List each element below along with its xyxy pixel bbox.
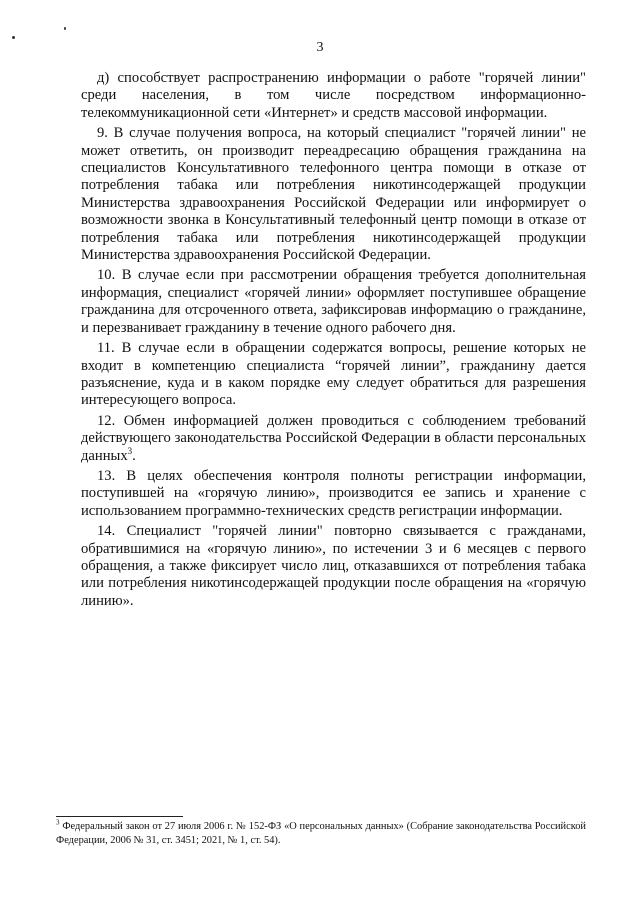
- paragraph-9: 9. В случае получения вопроса, на который специалист "горячей линии" не может ответить, он производит переадресацию обращения гражданина на специалистов Консультативного телефонного центра помощи в отказе от потребления табака или потребления никотинсодержащей продукции Министерства здравоохранения Российской Федерации или информирует о возможности звонка в Консультативный телефонный центр помощи в отказе от потребления табака или потребления никотинсодержащей продукции Министерства здравоохранения Российской Федерации.: [81, 125, 586, 264]
- paragraph-11: 11. В случае если в обращении содержатся вопросы, решение которых не входит в компетенцию специалиста “горячей линии”, гражданину дается разъяснение, куда и в каком порядке ему следует обратиться для разрешения интересующего вопроса.: [81, 340, 586, 409]
- paragraph-d: д) способствует распространению информации о работе "горячей линии" среди населения, в том числе посредством информационно-телекоммуникационной сети «Интернет» и средств массовой информации.: [81, 70, 586, 121]
- scan-speck: [64, 27, 66, 30]
- footnote-text: Федеральный закон от 27 июля 2006 г. № 152-ФЗ «О персональных данных» (Собрание законодательства Российской Федерации, 2006 № 31, ст. 3451; 2021, № 1, ст. 54).: [56, 821, 586, 846]
- footnote: [56, 820, 586, 848]
- paragraph-12: 12. Обмен информацией должен проводиться с соблюдением требований действующего законодательства Российской Федерации в области персональных данных$^3$.: [81, 412, 586, 464]
- paragraph-13: 13. В целях обеспечения контроля полноты регистрации информации, поступившей на «горячую линию», производится ее запись и хранение с использованием программно-технических средств регистрации информации.: [81, 467, 586, 519]
- paragraph-12-text: 12. Обмен информацией должен проводиться с соблюдением требований действующего законодательства Российской Федерации в области персональных данных: [81, 412, 586, 464]
- page-number: 3: [316, 40, 324, 55]
- footnote-reference[interactable]: 3: [127, 445, 133, 456]
- footnote-marker: 3: [56, 818, 60, 827]
- scan-speck: [12, 36, 15, 39]
- footnote-divider: [56, 816, 183, 817]
- paragraph-14: 14. Специалист "горячей линии" повторно связывается с гражданами, обратившимися на «горячую линию», по истечении 3 и 6 месяцев с первого обращения, а также фиксирует число лиц, отказавшихся от потребления табака или потребления никотинсодержащей продукции после обращения на «горячую линию».: [81, 523, 586, 609]
- paragraph-10: 10. В случае если при рассмотрении обращения требуется дополнительная информация, специалист «горячей линии» оформляет поступившее обращение гражданина для отсроченного ответа, зафиксировав информацию о гражданине, и перезванивает гражданину в течение одного рабочего дня.: [81, 267, 586, 336]
- document-body: [81, 70, 586, 613]
